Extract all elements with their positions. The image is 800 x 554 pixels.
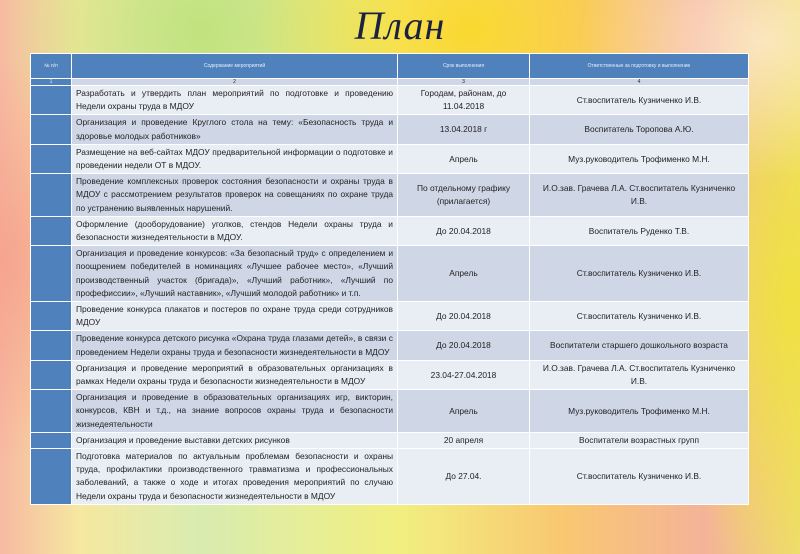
- row-content: Организация и проведение в образовательных организациях игр, викторин, конкурсов, КВН и т.д., на знание вопросов охраны труда и безопасности жизнедеятельности: [72, 390, 398, 433]
- row-content: Проведение конкурса детского рисунка «Охрана труда глазами детей», в связи с проведением Недели охраны труда и безопасности жизнедеятельности в МДОУ: [72, 331, 398, 360]
- row-number: [31, 360, 72, 389]
- column-number-row: [31, 79, 749, 86]
- row-deadline: Апрель: [398, 144, 530, 173]
- row-responsible: Ст.воспитатель Кузниченко И.В.: [530, 86, 749, 115]
- row-content: Разработать и утвердить план мероприятий по подготовке и проведению Недели охраны труда в МДОУ: [72, 86, 398, 115]
- row-number: [31, 449, 72, 505]
- row-responsible: И.О.зав. Грачева Л.А. Ст.воспитатель Кузниченко И.В.: [530, 174, 749, 217]
- row-deadline: 20 апреля: [398, 432, 530, 448]
- row-deadline: До 20.04.2018: [398, 331, 530, 360]
- row-content: Проведение конкурса плакатов и постеров по охране труда среди сотрудников МДОУ: [72, 302, 398, 331]
- row-deadline: До 20.04.2018: [398, 216, 530, 245]
- table-row: [31, 302, 749, 331]
- row-responsible: Воспитатель Руденко Т.В.: [530, 216, 749, 245]
- header-content: Содержание мероприятий: [72, 54, 398, 79]
- table-row: [31, 432, 749, 448]
- row-responsible: И.О.зав. Грачева Л.А. Ст.воспитатель Кузниченко И.В.: [530, 360, 749, 389]
- table-row: [31, 144, 749, 173]
- row-number: [31, 331, 72, 360]
- row-deadline: Городам, районам, до 11.04.2018: [398, 86, 530, 115]
- row-number: [31, 246, 72, 302]
- table-row: [31, 115, 749, 144]
- row-deadline: 13.04.2018 г: [398, 115, 530, 144]
- column-number: 3: [398, 79, 530, 86]
- row-content: Организация и проведение Круглого стола на тему: «Безопасность труда и здоровье молодых работников»: [72, 115, 398, 144]
- table-row: [31, 331, 749, 360]
- row-deadline: Апрель: [398, 390, 530, 433]
- row-number: [31, 115, 72, 144]
- table-row: [31, 216, 749, 245]
- row-responsible: Ст.воспитатель Кузниченко И.В.: [530, 246, 749, 302]
- row-responsible: Муз.руководитель Трофименко М.Н.: [530, 144, 749, 173]
- header-deadline: Срок выполнения: [398, 54, 530, 79]
- table-row: [31, 246, 749, 302]
- row-content: Организация и проведение конкурсов: «За безопасный труд» с определением и поощрением победителей в номинациях «Лучшее рабочее место», «Лучший производственный участок (бригада)», «Лучший работник», «Лучший по профефиссии», «Лучший наставник», «Лучший молодой работник» и т.п.: [72, 246, 398, 302]
- table-row: [31, 86, 749, 115]
- row-responsible: Воспитатели возрастных групп: [530, 432, 749, 448]
- row-deadline: До 27.04.: [398, 449, 530, 505]
- row-content: Организация и проведение выставки детских рисунков: [72, 432, 398, 448]
- row-deadline: Апрель: [398, 246, 530, 302]
- table-row: [31, 390, 749, 433]
- plan-table: [30, 53, 749, 505]
- row-responsible: Воспитатель Торопова А.Ю.: [530, 115, 749, 144]
- row-number: [31, 86, 72, 115]
- row-responsible: Муз.руководитель Трофименко М.Н.: [530, 390, 749, 433]
- row-responsible: Ст.воспитатель Кузниченко И.В.: [530, 449, 749, 505]
- page-title: План: [354, 3, 446, 48]
- table-row: [31, 360, 749, 389]
- row-number: [31, 174, 72, 217]
- row-deadline: До 20.04.2018: [398, 302, 530, 331]
- row-deadline: 23.04-27.04.2018: [398, 360, 530, 389]
- header-row: [31, 54, 749, 79]
- column-number: 2: [72, 79, 398, 86]
- row-number: [31, 390, 72, 433]
- row-content: Организация и проведение мероприятий в образовательных организациях в рамках Недели охраны труда и безопасности жизнедеятельности в МДОУ: [72, 360, 398, 389]
- column-number: 4: [530, 79, 749, 86]
- row-responsible: Ст.воспитатель Кузниченко И.В.: [530, 302, 749, 331]
- row-number: [31, 216, 72, 245]
- header-responsible: Ответственные за подготовку и выполнение: [530, 54, 749, 79]
- row-responsible: Воспитатели старшего дошкольного возраста: [530, 331, 749, 360]
- row-number: [31, 144, 72, 173]
- table-row: [31, 174, 749, 217]
- row-deadline: По отдельному графику (прилагается): [398, 174, 530, 217]
- table-row: [31, 449, 749, 505]
- row-number: [31, 432, 72, 448]
- row-content: Оформление (дооборудование) уголков, стендов Недели охраны труда и безопасности жизнедеятельности в МДОУ.: [72, 216, 398, 245]
- header-number: № п/п: [31, 54, 72, 79]
- row-content: Размещение на веб-сайтах МДОУ предварительной информации о подготовке и проведении недели ОТ в МДОУ.: [72, 144, 398, 173]
- row-content: Проведение комплексных проверок состояния безопасности и охраны труда в МДОУ с рассмотрением результатов проверок на совещаниях по охране труда по устранению выявленных нарушений.: [72, 174, 398, 217]
- row-content: Подготовка материалов по актуальным проблемам безопасности и охраны труда, профилактики производственного травматизма и профессиональных заболеваний, а также о ходе и итогах проведения мероприятий по случаю Недели охраны труда и безопасности жизнедеятельности в МДОУ: [72, 449, 398, 505]
- row-number: [31, 302, 72, 331]
- column-number: 1: [31, 79, 72, 86]
